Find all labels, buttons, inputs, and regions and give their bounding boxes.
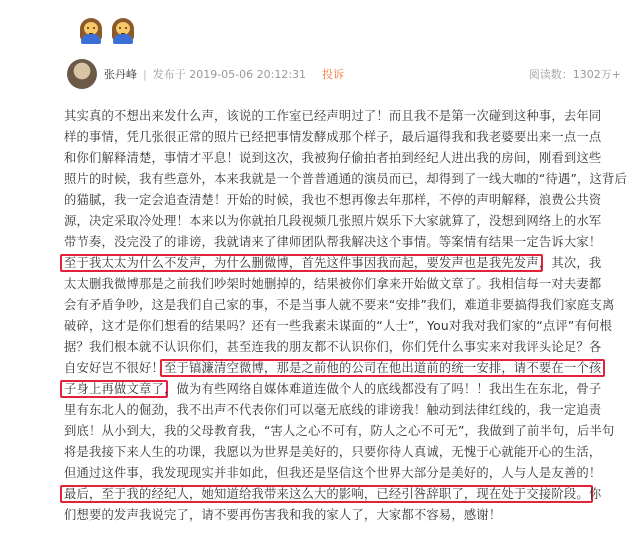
text-segment: 自安好岂不很好！ [64, 361, 164, 375]
highlighted-text: 至于我太太为什么不发声，为什么删微博，首先这件事因我而起，要发声也是我先发声 [60, 254, 543, 272]
article-line [64, 127, 622, 148]
article-line [64, 358, 622, 379]
text-segment: 里有东北人的倔劲，我不出声不代表你们可以毫无底线的诽谤我！触动到法律红线的，我一定追责 [64, 403, 602, 417]
text-segment: 太太删我微博那是之前我们吵架时她删掉的，结果被你们拿来开始做文章了。我相信每一对夫妻都 [64, 277, 602, 291]
text-segment: 的猫腻，我一定会追查清楚！开始的时候，我也不想再像去年那样，不停的声明解释，浪费公共资 [64, 193, 602, 207]
avatar[interactable] [67, 59, 97, 89]
article-line [64, 211, 622, 232]
text-segment: 会有矛盾争吵，这是我们自己家的事，不是当事人就不要来“安排”我们，难道非要搞得我们家庭支离 [64, 298, 615, 312]
article-line [64, 400, 622, 421]
article-line [64, 295, 622, 316]
publish-time: 发布于 2019-05-06 20:12:31 [152, 68, 307, 81]
article-line [64, 463, 622, 484]
text-segment: 带节奏，没完没了的诽谤，我就请来了律师团队帮我解决这个事情。等案情有结果一定告诉大家！ [64, 235, 602, 249]
text-segment: 但通过这件事，我发现现实并非如此，但我还是坚信这个世界大部分是美好的，人与人是友善的！ [64, 466, 602, 480]
text-segment: 据？我们根本就不认识你们，甚至连我的朋友都不认识你们，你们凭什么事实来对我评头论足？各 [64, 340, 602, 354]
separator: | [143, 67, 147, 81]
article-line [64, 442, 622, 463]
article-line [64, 106, 622, 127]
article-line [64, 274, 622, 295]
author-name[interactable]: 张丹峰 [104, 68, 137, 81]
read-count: 阅读数：1302万+ [528, 68, 621, 81]
text-segment: 破碎，这才是你们想看的结果吗？还有一些我素未谋面的“人士”，You对我对我们家的“点评”有何根 [64, 319, 612, 333]
article-line [64, 337, 622, 358]
text-segment: 样的事情，凭几张很正常的照片已经把事情发酵成那个样子，最后逼得我和我老婆要出来一点一点 [64, 130, 602, 144]
reaction-emoji-row [78, 16, 136, 44]
text-segment: 你 [588, 487, 602, 501]
text-segment: ，其次，我 [538, 256, 602, 270]
article-line [64, 253, 622, 274]
article-line [64, 190, 622, 211]
article-line [64, 379, 622, 400]
text-segment: 其实真的不想出来发什么声，该说的工作室已经声明过了！而且我不是第一次碰到这种事，去年同 [64, 109, 602, 123]
highlighted-text: 最后，至于我的经纪人，她知道给我带来这么大的影响，已经引咎辞职了，现在处于交接阶段。 [60, 485, 593, 503]
highlighted-text: 至于镐濂清空微博，那是之前他的公司在他出道前的统一安排，请不要在一个孩 [160, 359, 605, 377]
text-segment: 到底！从小到大，我的父母教育我，“害人之心不可有，防人之心不可无”，我做到了前半句，后半句 [64, 424, 615, 438]
article-line [64, 169, 628, 190]
text-segment: 和你们解释清楚，事情才平息！说到这次，我被狗仔偷拍者拍到经纪人进出我的房间，刚看到这些 [64, 151, 602, 165]
complaint-link[interactable]: 投诉 [322, 68, 345, 81]
person-emoji-icon [110, 16, 136, 44]
article-line [64, 421, 622, 442]
article-line [64, 316, 622, 337]
person-emoji-icon [78, 16, 104, 44]
article-line [64, 484, 622, 505]
article-line [64, 232, 622, 253]
text-segment: ，做为有些网络自媒体难道连做个人的底线都没有了吗！！我出生在东北，骨子 [163, 382, 602, 396]
text-segment: 照片的时候，我有些意外，本来我就是一个普普通通的演员而已，却得到了一线大咖的“待遇”，这背后 [64, 172, 628, 186]
article-line [64, 505, 622, 526]
highlighted-text: 子身上再做文章了 [60, 380, 168, 398]
post-header [67, 59, 621, 89]
article-line [64, 148, 622, 169]
article-body [64, 106, 628, 526]
text-segment: 们想要的发声我说完了，请不要再伤害我和我的家人了，大家都不容易，感谢！ [64, 508, 502, 522]
text-segment: 将是我接下来人生的功课，我愿以为世界是美好的，只要你待人真诚，无愧于心就能开心的生活， [64, 445, 602, 459]
text-segment: 源，决定采取冷处理！本来以为你就拍几段视频几张照片娱乐下大家就算了，没想到网络上的水军 [64, 214, 602, 228]
